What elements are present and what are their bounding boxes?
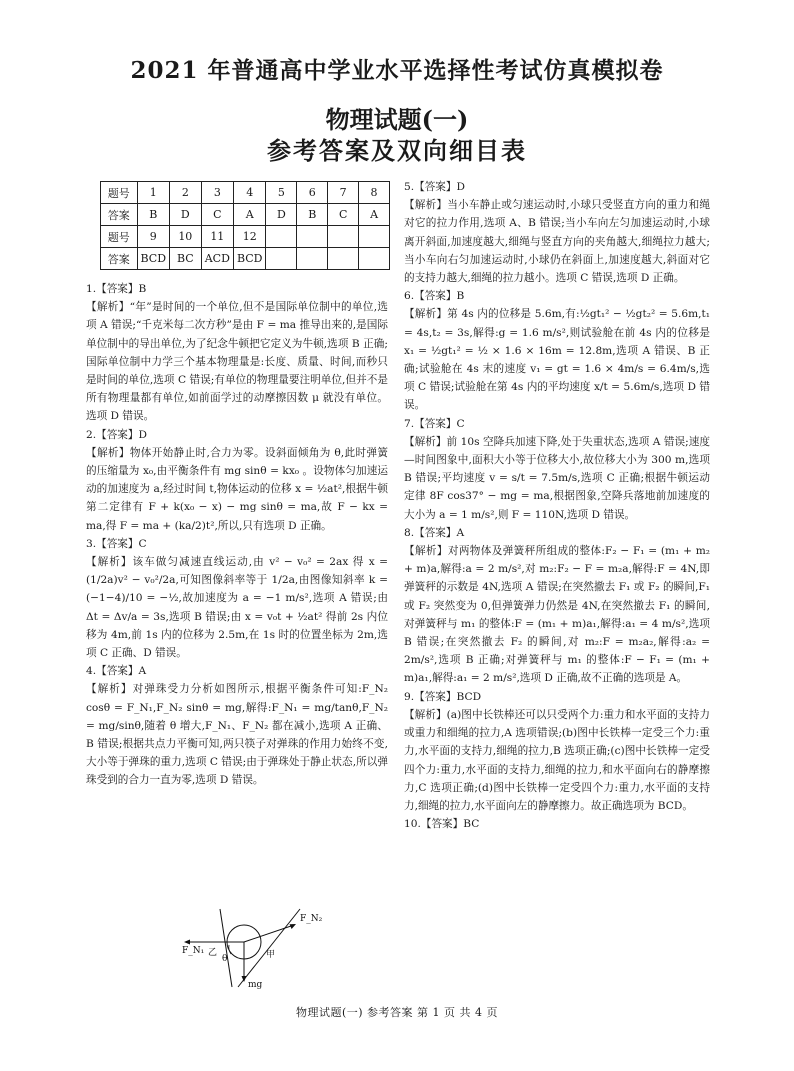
question-explanation [404, 688, 710, 815]
label-fn2: F_N₂ [300, 914, 323, 924]
question-explanation [404, 178, 710, 287]
answer-table-cell: 5 [266, 182, 297, 204]
answer-table-cell [266, 248, 297, 270]
answer-table-cell: 10 [170, 226, 202, 248]
explanation-text: 【解析】对两物体及弹簧秤所组成的整体:F₂ − F₁ = (m₁ + m₂ + m)a,解得:a = 2 m/s²,对 m₂:F₂ − F = m₂a,解得:F = 4N,即弹簧秤的示数是 4N,选项 A 错误;在突然撤去 F₁ 或 F₂ 的瞬间,F₁ 或 F₂ 突然变为 0,但弹簧弹力仍然是 4N,在突然撤去 F₁ 的瞬间,对弹簧秤与 m₁ 的整体:F = (m₁ + m)a₁,解得:a₁ = 4 m/s²,选项 B 错误;在突然撤去 F₂ 的瞬间,对 m₂:F = m₂a₂,解得:a₂ = 2m/s²,选项 B 正确;对弹簧秤与 m₁ 的整体:F − F₁ = (m₁ + m)a₁,解得:a₁ = 2 m/s²,选项 D 正确,故不正确的选项是 A。 [404, 545, 710, 685]
answer-table-cell: 4 [234, 182, 266, 204]
question-explanation [404, 287, 710, 414]
explanation-text: 【解析】前 10s 空降兵加速下降,处于失重状态,选项 A 错误;速度—时间图象中,面积大小等于位移大小,故位移大小为 300 m,选项 B 错误;平均速度 v = s/t = 7.5m/s,选项 C 正确;根据牛顿运动定律 8F cos37° − mg = ma,根据图象,空降兵落地前加速度的大小为 a = 1 m/s²,则 F = 110N,选项 D 错误。 [404, 435, 710, 521]
answer-line: 4.【答案】A [86, 665, 147, 678]
question-explanation [86, 535, 388, 662]
answer-line: 3.【答案】C [86, 537, 147, 550]
question-explanation [86, 662, 388, 789]
question-explanation [86, 426, 388, 535]
answer-table-cell: B [137, 204, 169, 226]
explanation-text: 【解析】物体开始静止时,合力为零。设斜面倾角为 θ,此时弹簧的压缩量为 x₀,由平衡条件有 mg sinθ = kx₀ 。设物体匀加速运动的加速度为 a,经过时间 t,物体运动的位移 x = ½at²,根据牛顿第二定律有 F + k(x₀ − x) − mg sinθ = ma,故 F − kx = ma,得 F = ma + (ka/2)t²,所以,只有选项 D 正确。 [86, 446, 388, 532]
answer-table-row [101, 226, 390, 248]
answer-line: 2.【答案】D [86, 428, 147, 441]
fn1-arrowhead [184, 940, 190, 945]
answer-line: 6.【答案】B [404, 290, 465, 303]
question-explanation [404, 415, 710, 524]
chopstick-yi [220, 909, 232, 987]
answer-table-cell: C [328, 204, 359, 226]
exam-title: 2021 年普通高中学业水平选择性考试仿真模拟卷 [130, 57, 664, 84]
answer-table-cell: 11 [201, 226, 233, 248]
subject-title: 物理试题(一) [325, 105, 469, 134]
label-theta: θ [222, 954, 228, 964]
answer-table-cell: A [359, 204, 390, 226]
answer-table [100, 181, 390, 270]
answer-table-cell [266, 226, 297, 248]
answer-table-cell: 7 [328, 182, 359, 204]
explanation-text: 【解析】(a)图中长铁棒还可以只受两个力:重力和水平面的支持力或重力和细绳的拉力,A 选项错误;(b)图中长铁棒一定受三个力:重力,水平面的支持力,细绳的拉力,B 选项正确;(c)图中长铁棒一定受四个力:重力,水平面的支持力,细绳的拉力,和水平面向右的静摩擦力,C 选项正确;(d)图中长铁棒一定受四个力:重力,水平面的支持力,细绳的拉力,水平面向左的静摩擦力。故正确选项为 BCD。 [404, 708, 710, 812]
document-subtitle: 参考答案及双向细目表 [267, 136, 527, 165]
answer-table-cell: 2 [170, 182, 202, 204]
label-yi: 乙 [208, 948, 218, 958]
left-column [86, 280, 388, 906]
answer-line: 8.【答案】A [404, 526, 465, 539]
answer-table-cell: 12 [234, 226, 266, 248]
fn2-arrow [244, 925, 294, 942]
answer-table-row [101, 204, 390, 226]
answer-table-header-cell: 答案 [101, 248, 138, 270]
label-mg: mg [248, 980, 263, 990]
force-diagram [176, 905, 326, 991]
answer-table-cell: 8 [359, 182, 390, 204]
answer-line: 7.【答案】C [404, 417, 465, 430]
answer-table-header-cell: 题号 [101, 182, 138, 204]
page-footer: 物理试题(一) 参考答案 第 1 页 共 4 页 [295, 1006, 499, 1019]
question-explanation [404, 815, 710, 833]
answer-line: 10.【答案】BC [404, 818, 480, 831]
answer-table-header-cell: 题号 [101, 226, 138, 248]
answer-table-cell: D [170, 204, 202, 226]
answer-table-cell: BCD [137, 248, 169, 270]
answer-table-cell [328, 248, 359, 270]
answer-table-cell: BCD [234, 248, 266, 270]
answer-table-cell: D [266, 204, 297, 226]
answer-line: 1.【答案】B [86, 283, 147, 295]
answer-table-cell: C [201, 204, 233, 226]
explanation-text: 【解析】对弹珠受力分析如图所示,根据平衡条件可知:F_N₂ cosθ = F_N₁,F_N₂ sinθ = mg,解得:F_N₁ = mg/tanθ,F_N₂ = mg/sinθ,随着 θ 增大,F_N₁、F_N₂ 都在减小,选项 A 正确、B 错误;根据共点力平衡可知,两只筷子对弹珠的作用力始终不变,大小等于弹珠的重力,选项 C 错误;由于弹珠处于静止状态,所以弹珠受到的合力一直为零,选项 D 错误。 [86, 683, 388, 787]
answer-table-cell [297, 226, 328, 248]
answer-line: 9.【答案】BCD [404, 690, 482, 703]
answer-table-row [101, 182, 390, 204]
answer-table-cell: A [234, 204, 266, 226]
explanation-text: 【解析】“年”是时间的一个单位,但不是国际单位制中的单位,选项 A 错误;“千克米每二次方秒”是由 F = ma 推导出来的,是国际单位制中的导出单位,为了纪念牛顿把它定义为牛顿,选项 B 正确;国际单位制中力学三个基本物理量是:长度、质量、时间,而秒只是时间的单位,选项 C 错误;有单位的物理量要注明单位,但并不是所有物理量都有单位,如前面学过的动摩擦因数 μ 就没有单位。选项 D 错误。 [86, 301, 388, 423]
right-column [404, 178, 710, 990]
answer-line: 5.【答案】D [404, 181, 465, 193]
answer-table-header-cell: 答案 [101, 204, 138, 226]
answer-table-row [101, 248, 390, 270]
label-fn1: F_N₁ [182, 946, 205, 956]
answer-table-cell: 9 [137, 226, 169, 248]
explanation-text: 【解析】当小车静止或匀速运动时,小球只受竖直方向的重力和绳对它的拉力作用,选项 A、B 错误;当小车向左匀加速运动时,小球离开斜面,加速度越大,细绳与竖直方向的夹角越大,细绳拉力越大;当小车向右匀加速运动时,小球仍在斜面上,加速度越大,斜面对它的支持力越大,细绳的拉力越小。选项 C 错误,选项 D 正确。 [404, 199, 710, 285]
answer-table-cell: B [297, 204, 328, 226]
answer-table-cell [297, 248, 328, 270]
question-explanation [86, 280, 388, 426]
label-jia: 甲 [266, 950, 276, 960]
answer-table-cell: BC [170, 248, 202, 270]
explanation-text: 【解析】第 4s 内的位移是 5.6m,有:½gt₁² − ½gt₂² = 5.6m,t₁ = 4s,t₂ = 3s,解得:g = 1.6 m/s²,则试验舱在前 4s 内的位移是 x₁ = ½gt₁² = ½ × 1.6 × 16m = 12.8m,选项 A 错误、B 正确;试验舱在 4s 末的速度 v₁ = gt = 1.6 × 4m/s = 6.4m/s,选项 C 错误;试验舱在第 4s 内的平均速度 x/t = 5.6m/s,选项 D 错误。 [404, 308, 710, 412]
chopstick-jia [238, 909, 300, 987]
answer-table-cell: 6 [297, 182, 328, 204]
answer-table-cell: 1 [137, 182, 169, 204]
answer-table-cell: 3 [201, 182, 233, 204]
explanation-text: 【解析】该车做匀减速直线运动,由 v² − v₀² = 2ax 得 x = (1/2a)v² − v₀²/2a,可知图像斜率等于 1/2a,由图像知斜率 k = (−1−4)/10 = −½,故加速度为 a = −1 m/s²,选项 A 错误;由 Δt = Δv/a = 3s,选项 B 错误;由 x = v₀t + ½at² 得前 2s 内位移为 4m,前 1s 内的位移为 2.5m,在 1s 时的位置坐标为 2m,选项 C 正确、D 错误。 [86, 556, 388, 660]
answer-table-cell [328, 226, 359, 248]
answer-table-cell [359, 226, 390, 248]
question-explanation [404, 524, 710, 688]
answer-table-cell [359, 248, 390, 270]
answer-table-cell: ACD [201, 248, 233, 270]
